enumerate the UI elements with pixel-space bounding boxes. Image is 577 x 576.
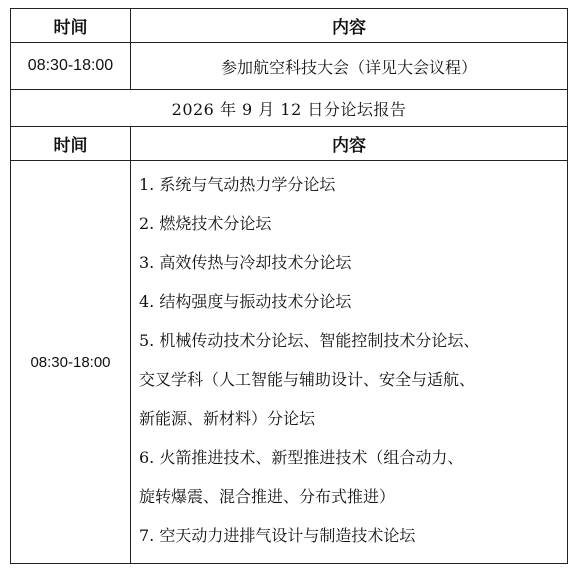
header-time: 时间 xyxy=(11,9,131,43)
forum-line: 6. 火箭推进技术、新型推进技术（组合动力、 xyxy=(139,448,464,467)
forum-line: 交叉学科（人工智能与辅助设计、安全与适航、 xyxy=(139,370,476,389)
date-banner: 2026 年 9 月 12 日分论坛报告 xyxy=(11,90,568,127)
forum-line: 1. 系统与气动热力学分论坛 xyxy=(139,175,336,194)
forum-line: 5. 机械传动技术分论坛、智能控制技术分论坛、 xyxy=(139,331,480,350)
header-row-top xyxy=(11,9,568,43)
forum-line: 2. 燃烧技术分论坛 xyxy=(139,214,272,233)
header-row-second xyxy=(11,127,568,161)
conference-time: 08:30-18:00 xyxy=(11,43,131,90)
forum-line: 新能源、新材料）分论坛 xyxy=(139,409,316,428)
header-content: 内容 xyxy=(131,9,568,43)
header-time-second: 时间 xyxy=(11,127,131,161)
forum-line: 4. 结构强度与振动技术分论坛 xyxy=(139,292,352,311)
header-content-second: 内容 xyxy=(131,127,568,161)
schedule-table xyxy=(10,8,568,564)
forum-line: 旋转爆震、混合推进、分布式推进） xyxy=(139,487,396,506)
conference-row xyxy=(11,43,568,90)
date-banner-row xyxy=(11,90,568,127)
forum-line: 3. 高效传热与冷却技术分论坛 xyxy=(139,253,352,272)
forum-row xyxy=(11,161,568,564)
forum-line: 7. 空天动力进排气设计与制造技术论坛 xyxy=(139,526,416,545)
conference-content: 参加航空科技大会（详见大会议程） xyxy=(131,43,568,90)
forum-list xyxy=(131,161,568,564)
forum-time: 08:30-18:00 xyxy=(11,161,131,564)
